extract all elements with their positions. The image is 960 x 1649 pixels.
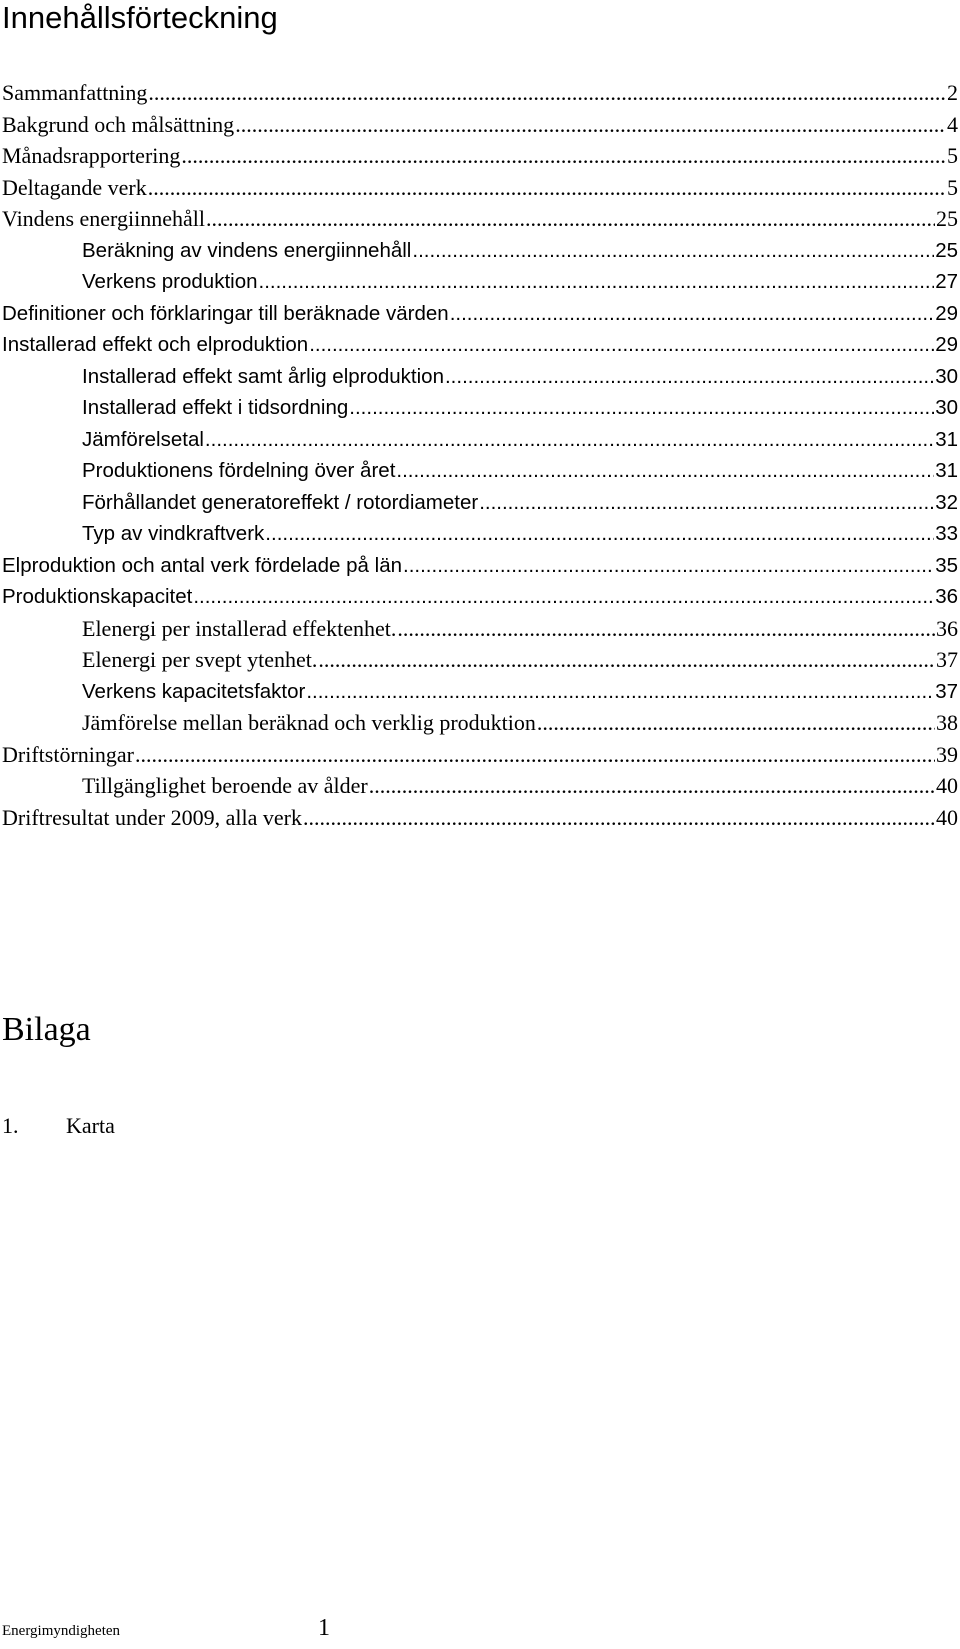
toc-dot-leader (397, 613, 935, 645)
toc-dot-leader (259, 266, 935, 298)
toc-dot-leader (306, 676, 934, 708)
toc-entry-kapacitetsfaktor[interactable] (0, 676, 958, 708)
toc-dot-leader (193, 581, 934, 613)
toc-entry-produktionskapacitet[interactable] (0, 581, 958, 613)
toc-entry-page: 32 (935, 490, 958, 514)
toc-dot-leader (445, 361, 934, 393)
toc-entry-page: 31 (935, 459, 958, 482)
appendix-item-number: 1. (2, 1113, 19, 1138)
toc-entry-forhallandet[interactable] (0, 487, 958, 519)
toc-entry-page: 4 (947, 111, 958, 137)
toc-entry-elenergi-effektenhet[interactable] (0, 613, 958, 645)
toc-entry-page: 37 (935, 679, 958, 703)
toc-entry-page: 31 (935, 427, 958, 451)
toc-entry-label: Installerad effekt och elproduktion (2, 333, 309, 356)
toc-dot-leader (181, 140, 946, 172)
toc-entry-label: Definitioner och förklaringar till beräknade värden (2, 301, 449, 325)
toc-entry-page: 40 (936, 804, 958, 830)
toc-dot-leader (206, 203, 935, 235)
toc-entry-label: Tillgänglighet beroende av ålder (82, 773, 368, 798)
toc-entry-driftstorningar[interactable] (0, 739, 958, 771)
toc-list (0, 77, 958, 833)
toc-dot-leader (235, 109, 946, 141)
toc-entry-label: Deltagande verk (2, 174, 147, 200)
toc-dot-leader (318, 644, 935, 676)
toc-entry-page: 30 (935, 364, 958, 388)
toc-dot-leader (309, 329, 934, 361)
toc-entry-typ-av-vindkraftverk[interactable] (0, 518, 958, 550)
toc-entry-label: Sammanfattning (2, 80, 148, 105)
toc-entry-berakning[interactable] (0, 235, 958, 267)
toc-entry-label: Förhållandet generatoreffekt / rotordiameter (82, 490, 479, 514)
toc-dot-leader (479, 487, 934, 519)
toc-entry-installerad-effekt-tidsordning[interactable] (0, 392, 958, 424)
toc-entry-page: 35 (935, 553, 958, 577)
toc-entry-page: 2 (947, 80, 958, 105)
toc-dot-leader (205, 424, 934, 456)
toc-entry-label: Produktionens fördelning över året (82, 459, 396, 482)
toc-dot-leader (450, 298, 935, 330)
toc-entry-manadsrapportering[interactable] (0, 140, 958, 172)
toc-entry-bakgrund[interactable] (0, 109, 958, 141)
toc-entry-jamforelsetal[interactable] (0, 424, 958, 456)
appendix-title: Bilaga (2, 1011, 91, 1048)
toc-dot-leader (265, 518, 934, 550)
toc-entry-label: Driftresultat under 2009, alla verk (2, 804, 302, 830)
toc-dot-leader (412, 235, 934, 267)
toc-dot-leader (148, 172, 946, 204)
toc-entry-label: Månadsrapportering (2, 143, 181, 168)
toc-entry-page: 25 (936, 206, 958, 231)
appendix-item-label: Karta (66, 1113, 115, 1138)
toc-dot-leader (537, 707, 935, 739)
toc-title: Innehållsförteckning (2, 0, 278, 35)
toc-entry-page: 5 (947, 174, 958, 200)
toc-entry-page: 40 (936, 773, 958, 798)
toc-entry-label: Installerad effekt i tidsordning (82, 396, 349, 419)
toc-entry-installerad-effekt-elproduktion[interactable] (0, 329, 958, 361)
toc-entry-page: 37 (936, 647, 958, 672)
toc-entry-sammanfattning[interactable] (0, 77, 958, 109)
toc-entry-vindens-energiinnehall[interactable] (0, 203, 958, 235)
toc-entry-label: Vindens energiinnehåll (2, 206, 205, 231)
toc-entry-installerad-effekt-arlig[interactable] (0, 361, 958, 393)
toc-entry-label: Beräkning av vindens energiinnehåll (82, 238, 412, 262)
toc-entry-page: 5 (947, 143, 958, 168)
toc-dot-leader (303, 802, 935, 834)
toc-dot-leader (369, 770, 935, 802)
toc-dot-leader (349, 392, 934, 424)
toc-entry-label: Produktionskapacitet (2, 585, 193, 608)
toc-dot-leader (135, 739, 935, 771)
toc-entry-page: 39 (936, 741, 958, 767)
toc-entry-label: Elproduktion och antal verk fördelade på län (2, 553, 403, 577)
toc-entry-page: 29 (935, 333, 958, 356)
toc-entry-page: 25 (935, 238, 958, 262)
toc-entry-page: 38 (936, 710, 958, 735)
toc-dot-leader (148, 77, 946, 109)
toc-entry-label: Elenergi per installerad effektenhet. (82, 615, 397, 641)
toc-entry-definitioner[interactable] (0, 298, 958, 330)
toc-entry-page: 29 (935, 301, 958, 325)
toc-entry-label: Installerad effekt samt årlig elproduktion (82, 364, 444, 388)
toc-entry-page: 33 (935, 522, 958, 545)
toc-entry-deltagande-verk[interactable] (0, 172, 958, 204)
toc-entry-label: Verkens produktion (82, 270, 258, 293)
footer-organization: Energimyndigheten (2, 1623, 121, 1639)
toc-entry-driftresultat[interactable] (0, 802, 958, 834)
toc-entry-page: 36 (936, 615, 958, 641)
toc-entry-page: 36 (935, 585, 958, 608)
toc-entry-verkens-produktion[interactable] (0, 266, 958, 298)
toc-dot-leader (396, 455, 934, 487)
toc-dot-leader (403, 550, 934, 582)
toc-entry-label: Jämförelse mellan beräknad och verklig produktion (82, 710, 536, 735)
toc-entry-label: Bakgrund och målsättning (2, 111, 235, 137)
toc-entry-produktionens-fordelning[interactable] (0, 455, 958, 487)
toc-entry-label: Typ av vindkraftverk (82, 522, 265, 545)
toc-entry-page: 30 (935, 396, 958, 419)
toc-entry-tillganglighet[interactable] (0, 770, 958, 802)
toc-entry-page: 27 (935, 270, 958, 293)
toc-entry-elenergi-ytenhet[interactable] (0, 644, 958, 676)
toc-entry-label: Verkens kapacitetsfaktor (82, 679, 306, 703)
toc-entry-label: Elenergi per svept ytenhet. (82, 647, 318, 672)
toc-entry-elproduktion-lan[interactable] (0, 550, 958, 582)
appendix-item-karta[interactable] (2, 1112, 115, 1140)
footer-page-number: 1 (318, 1615, 330, 1641)
toc-entry-jamforelse-produktion[interactable] (0, 707, 958, 739)
toc-entry-label: Driftstörningar (2, 741, 134, 767)
toc-entry-label: Jämförelsetal (82, 427, 204, 451)
